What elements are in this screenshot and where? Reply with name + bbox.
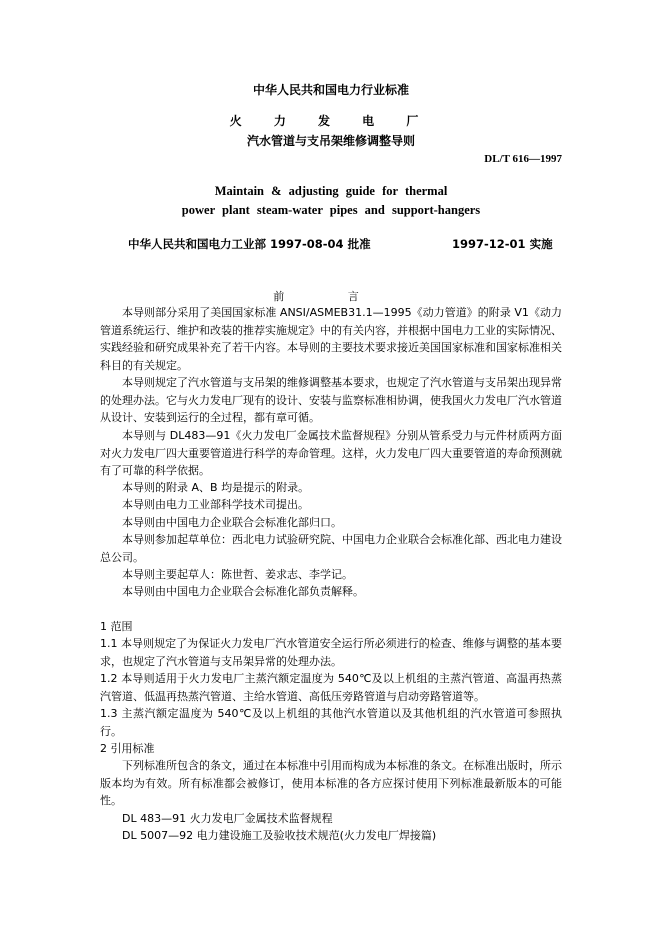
preface-paragraph: 本导则由中国电力企业联合会标准化部归口。 — [122, 516, 342, 529]
english-title-line-1: Maintain & adjusting guide for thermal — [214, 184, 448, 198]
title-short: 火 力 发 电 厂 — [229, 114, 433, 128]
section-1-item: 1.1 本导则规定了为保证火力发电厂汽水管道安全运行所必须进行的检查、维修与调整的基本要求，也规定了汽水管道与支吊架异常的处理办法。 — [100, 637, 562, 668]
title-main: 汽水管道与支吊架维修调整导则 — [246, 134, 415, 148]
approval-line: 中华人民共和国电力工业部 1997-08-04 批准 — [128, 237, 371, 251]
reference-item: DL 5007—92 电力建设施工及验收技术规范(火力发电厂焊接篇) — [122, 829, 437, 842]
reference-item: DL 483—91 火力发电厂金属技术监督规程 — [122, 812, 333, 825]
preface-paragraph: 本导则规定了汽水管道与支吊架的维修调整基本要求，也规定了汽水管道与支吊架出现异常的处理办法。它与火力发电厂现有的设计、安装与监察标准相协调，使我国火力发电厂汽水管道从设计、安装到运行的全过程，都有章可循。 — [100, 376, 562, 424]
preface-paragraph: 本导则主要起草人：陈世哲、姜求志、李学记。 — [122, 568, 353, 581]
preface-paragraph: 本导则的附录 A、B 均是提示的附录。 — [122, 481, 310, 494]
english-title-line-2: power plant steam-water pipes and support-hangers — [181, 203, 481, 217]
preface-paragraph: 本导则由电力工业部科学技术司提出。 — [122, 498, 309, 511]
section-2-heading: 2 引用标准 — [100, 742, 155, 755]
section-1-item: 1.2 本导则适用于火力发电厂主蒸汽额定温度为 540℃及以上机组的主蒸汽管道、高温再热蒸汽管道、低温再热蒸汽管道、主给水管道、高低压旁路管道与启动旁路管道等。 — [100, 672, 562, 703]
implementation-date: 1997-12-01 实施 — [452, 237, 553, 251]
section-1-heading: 1 范围 — [100, 620, 133, 633]
preface-paragraph: 本导则部分采用了美国国家标准 ANSI/ASMEB31.1—1995《动力管道》的附录 V1《动力管道系统运行、维护和改装的推荐实施规定》中的有关内容，并根据中国电力工业的实际情况、实践经验和研究成果补充了若干内容。本导则的主要技术要求接近美国国家标准和国家标准相关科目的有关规定。 — [100, 306, 562, 372]
section-2-intro: 下列标准所包含的条文，通过在本标准中引用而构成为本标准的条文。在标准出版时，所示版本均为有效。所有标准都会被修订，使用本标准的各方应探讨使用下列标准最新版本的可能性。 — [100, 759, 562, 807]
preface-paragraph: 本导则由中国电力企业联合会标准化部负责解释。 — [122, 585, 364, 598]
section-1-item: 1.3 主蒸汽额定温度为 540℃及以上机组的其他汽水管道以及其他机组的汽水管道可参照执行。 — [100, 707, 562, 738]
preface-paragraph: 本导则参加起草单位：西北电力试验研究院、中国电力企业联合会标准化部、西北电力建设总公司。 — [100, 533, 562, 564]
standard-number: DL/T 616—1997 — [484, 153, 562, 165]
preface-paragraph: 本导则与 DL483—91《火力发电厂金属技术监督规程》分别从管系受力与元件材质两方面对火力发电厂四大重要管道进行科学的寿命管理。这样，火力发电厂四大重要管道的寿命预测就有了可靠的科学依据。 — [100, 429, 562, 477]
preface-heading: 前 言 — [273, 290, 389, 303]
org-line: 中华人民共和国电力行业标准 — [252, 83, 409, 97]
